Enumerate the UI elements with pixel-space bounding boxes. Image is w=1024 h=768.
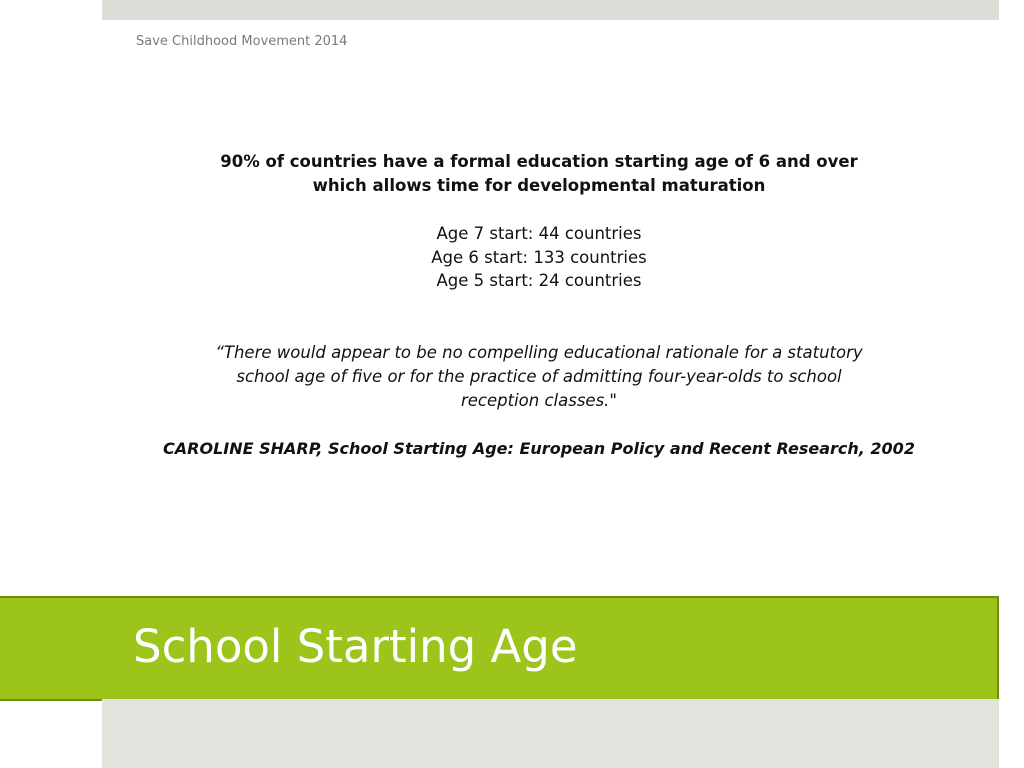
stats-list xyxy=(120,222,958,293)
quote-line: “There would appear to be no compelling educational rationale for a statutory xyxy=(215,342,863,362)
bottom-decorative-bar xyxy=(102,699,999,768)
headline xyxy=(120,150,958,198)
slide-title: School Starting Age xyxy=(133,620,578,673)
footer-organization: Save Childhood Movement 2014 xyxy=(136,34,348,49)
headline-line: 90% of countries have a formal education starting age of 6 and over xyxy=(220,152,858,171)
slide-body xyxy=(120,150,958,461)
headline-line: which allows time for developmental maturation xyxy=(312,176,766,195)
stat-item: Age 5 start: 24 countries xyxy=(436,271,642,290)
quote xyxy=(120,341,958,413)
quote-line: reception classes." xyxy=(460,390,618,410)
stat-item: Age 7 start: 44 countries xyxy=(436,224,642,243)
quote-line: school age of five or for the practice of admitting four-year-olds to school xyxy=(236,366,842,386)
stat-item: Age 6 start: 133 countries xyxy=(431,247,647,267)
citation: CAROLINE SHARP, School Starting Age: European Policy and Recent Research, 2002 xyxy=(163,438,915,458)
top-decorative-bar xyxy=(102,0,999,20)
